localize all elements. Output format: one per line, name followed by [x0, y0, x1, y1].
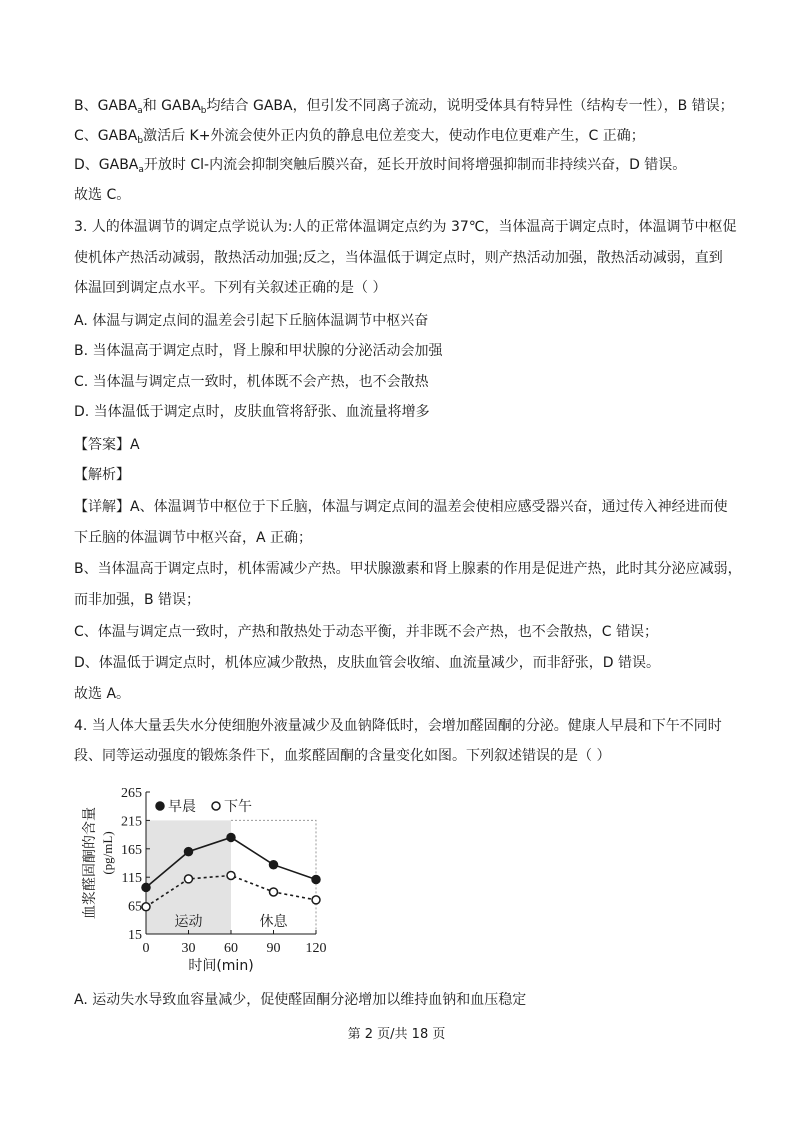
x-tick-label: 90	[266, 941, 281, 956]
x-tick-label: 60	[224, 941, 238, 956]
answer-choice-c: 故选 C。	[74, 187, 131, 203]
page-footer: 第 2 页/共 18 页	[347, 1027, 446, 1042]
legend-marker	[212, 802, 220, 810]
q4-option-a: A. 运动失水导致血容量减少，促使醛固酮分泌增加以维持血钠和血压稳定	[74, 992, 527, 1008]
detail-line2: 下丘脑的体温调节中枢兴奋，A 正确；	[74, 530, 313, 546]
data-point	[142, 903, 150, 911]
text: 均结合 GABA，但引发不同离子流动，说明受体具有特异性（结构专一性），B 错误；	[206, 98, 734, 114]
answer-line	[74, 435, 140, 455]
text: 开放时 Cl-内流会抑制突触后膜兴奋，延长开放时间将增强抑制而非持续兴奋，D 错误。	[143, 157, 687, 173]
subscript: a	[138, 165, 144, 175]
y-axis-label: 血浆醛固酮的含量	[82, 807, 98, 919]
option-b: B. 当体温高于调定点时，肾上腺和甲状腺的分泌活动会加强	[74, 343, 443, 359]
text: 激活后 K+外流会使外正内负的静息电位差变大，使动作电位更难产生，C 正确；	[143, 128, 645, 144]
option-d: D. 当体温低于调定点时，皮肤血管将舒张、血流量将增多	[74, 404, 430, 420]
region-label-0: 运动	[174, 914, 203, 930]
y-tick-label: 215	[121, 814, 142, 830]
detail-line3: B、当体温高于调定点时，机体需减少产热。甲状腺激素和肾上腺素的作用是促进产热，此时其分泌应减弱，	[74, 561, 742, 577]
text: 和 GABA	[142, 98, 201, 114]
legend-label: 早晨	[168, 799, 196, 815]
paragraph-d	[74, 155, 686, 180]
detail-line6: D、体温低于调定点时，机体应减少散热，皮肤血管会收缩、血流量减少，而非舒张，D 错误。	[74, 655, 661, 671]
data-point	[270, 861, 278, 869]
x-tick-label: 0	[142, 941, 150, 956]
data-point	[185, 848, 193, 856]
option-c: C. 当体温与调定点一致时，机体既不会产热，也不会散热	[74, 374, 429, 390]
y-tick-label: 115	[121, 871, 142, 887]
text: C、GABA	[74, 128, 138, 144]
data-point	[142, 883, 150, 891]
y-tick-label: 15	[128, 928, 142, 943]
paragraph-b	[74, 96, 734, 121]
detail-line1	[74, 497, 728, 517]
text: B、GABA	[74, 98, 138, 114]
question-4-line2: 段、同等运动强度的锻炼条件下，血浆醛固酮的含量变化如图。下列叙述错误的是（ ）	[74, 748, 611, 764]
y-tick-label: 65	[128, 899, 142, 915]
detail-tag: 【详解】	[74, 499, 130, 515]
y-tick-label: 265	[121, 786, 142, 801]
data-point	[227, 871, 235, 879]
question-3-line3: 体温回到调定点水平。下列有关叙述正确的是（ ）	[74, 280, 387, 296]
aldosterone-chart	[76, 780, 336, 980]
detail-line4: 而非加强，B 错误；	[74, 592, 201, 608]
data-point	[227, 833, 235, 841]
answer-tag: 【答案】	[74, 437, 130, 453]
analysis-tag: 【解析】	[74, 467, 130, 483]
text: D、GABA	[74, 157, 139, 173]
x-axis-label: 时间(min)	[188, 958, 254, 974]
subscript: a	[137, 106, 143, 116]
legend-marker	[156, 802, 164, 810]
x-tick-label: 30	[181, 941, 196, 956]
data-point	[185, 875, 193, 883]
y-tick-label: 165	[121, 842, 142, 858]
question-4-line1: 4. 当人体大量丢失水分使细胞外液量减少及血钠降低时，会增加醛固酮的分泌。健康人早晨和下午不同时	[74, 718, 722, 734]
data-point	[312, 875, 320, 883]
data-point	[312, 896, 320, 904]
paragraph-c	[74, 126, 645, 151]
legend-label: 下午	[224, 799, 252, 815]
subscript: b	[200, 106, 207, 116]
option-a: A. 体温与调定点间的温差会引起下丘脑体温调节中枢兴奋	[74, 313, 429, 329]
data-point	[270, 888, 278, 896]
detail-line5: C、体温与调定点一致时，产热和散热处于动态平衡，并非既不会产热，也不会散热，C 错误；	[74, 624, 658, 640]
question-3-line2: 使机体产热活动减弱，散热活动加强;反之，当体温低于调定点时，则产热活动加强，散热活动减弱，直到	[74, 250, 723, 266]
x-tick-label: 120	[305, 941, 327, 956]
select-a: 故选 A。	[74, 686, 131, 702]
question-3-line1: 3. 人的体温调节的调定点学说认为:人的正常体温调定点约为 37℃，当体温高于调定点时，体温调节中枢促	[74, 219, 737, 235]
subscript: b	[137, 136, 144, 146]
y-axis-unit: (pg/mL)	[100, 831, 115, 875]
text: A、体温调节中枢位于下丘脑，体温与调定点间的温差会使相应感受器兴奋，通过传入神经进而使	[130, 499, 728, 515]
answer-value: A	[130, 437, 140, 453]
region-label-1: 休息	[259, 914, 288, 930]
